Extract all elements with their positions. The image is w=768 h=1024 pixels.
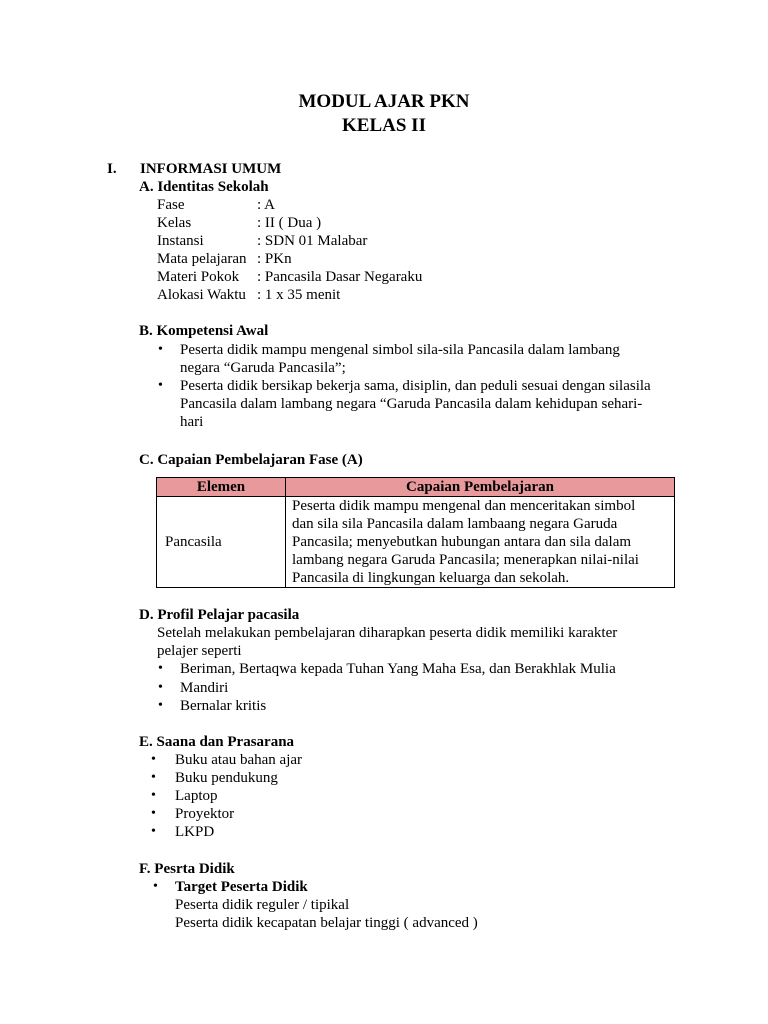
bullet-icon: •	[158, 378, 163, 393]
identitas-key: Fase	[157, 197, 185, 213]
peserta-heading: F. Pesrta Didik	[139, 861, 235, 877]
bullet-icon: •	[151, 806, 156, 821]
list-item: Bernalar kritis	[180, 698, 267, 714]
document-title: MODUL AJAR PKN	[298, 91, 470, 112]
list-item: Buku pendukung	[175, 770, 278, 786]
capaian-line: dan sila sila Pancasila dalam lambaang negara Garuda	[292, 516, 618, 532]
identitas-key: Alokasi Waktu	[157, 287, 246, 303]
identitas-key: Materi Pokok	[157, 269, 240, 285]
column-header-elemen: Elemen	[157, 478, 286, 497]
table-header-row	[157, 478, 675, 497]
table-cell-capaian	[286, 497, 675, 588]
identitas-key: Mata pelajaran	[157, 251, 247, 267]
list-item: Mandiri	[180, 680, 229, 696]
bullet-icon: •	[158, 680, 163, 695]
section-title: INFORMASI UMUM	[140, 161, 282, 177]
identitas-key: Kelas	[157, 215, 192, 231]
sarana-heading: E. Saana dan Prasarana	[139, 734, 295, 750]
list-item: Beriman, Bertaqwa kepada Tuhan Yang Maha Esa, dan Berakhlak Mulia	[180, 661, 616, 677]
list-item: Peserta didik mampu mengenal simbol sila-sila Pancasila dalam lambang	[180, 342, 620, 358]
bullet-icon: •	[158, 661, 163, 676]
identitas-heading: A. Identitas Sekolah	[139, 179, 269, 195]
table-row	[157, 497, 675, 588]
identitas-value: : II ( Dua )	[257, 215, 322, 231]
document-subtitle: KELAS II	[342, 115, 426, 136]
peserta-line: Peserta didik reguler / tipikal	[175, 897, 350, 913]
list-item-continuation: hari	[180, 414, 204, 430]
peserta-line: Peserta didik kecapatan belajar tinggi ( advanced )	[175, 915, 478, 931]
table-cell-elemen: Pancasila	[157, 497, 286, 588]
kompetensi-heading: B. Kompetensi Awal	[139, 323, 269, 339]
list-item: Laptop	[175, 788, 218, 804]
capaian-line: Pancasila; menyebutkan hubungan antara dan sila dalam	[292, 534, 632, 550]
list-item: Buku atau bahan ajar	[175, 752, 303, 768]
identitas-value: : 1 x 35 menit	[257, 287, 341, 303]
bullet-icon: •	[151, 824, 156, 839]
list-item-continuation: negara “Garuda Pancasila”;	[180, 360, 346, 376]
list-item: Proyektor	[175, 806, 235, 822]
capaian-line: Pancasila di lingkungan keluarga dan sekolah.	[292, 570, 570, 586]
identitas-value: : A	[257, 197, 275, 213]
profil-heading: D. Profil Pelajar pacasila	[139, 607, 300, 623]
bullet-icon: •	[151, 752, 156, 767]
list-item: LKPD	[175, 824, 215, 840]
column-header-capaian: Capaian Pembelajaran	[286, 478, 675, 497]
bullet-icon: •	[158, 698, 163, 713]
target-label: Target Peserta Didik	[175, 879, 308, 895]
identitas-value: : SDN 01 Malabar	[257, 233, 368, 249]
list-item-continuation: Pancasila dalam lambang negara “Garuda Pancasila dalam kehidupan sehari-	[180, 396, 643, 412]
identitas-value: : PKn	[257, 251, 292, 267]
list-item: Peserta didik bersikap bekerja sama, disiplin, dan peduli sesuai dengan silasila	[180, 378, 651, 394]
section-number: I.	[107, 161, 117, 177]
profil-intro: Setelah melakukan pembelajaran diharapkan peserta didik memiliki karakter	[157, 625, 618, 641]
capaian-line: Peserta didik mampu mengenal dan menceritakan simbol	[292, 498, 636, 514]
bullet-icon: •	[151, 770, 156, 785]
bullet-icon: •	[153, 879, 158, 894]
bullet-icon: •	[151, 788, 156, 803]
capaian-table	[156, 477, 675, 588]
capaian-heading: C. Capaian Pembelajaran Fase (A)	[139, 452, 363, 468]
bullet-icon: •	[158, 342, 163, 357]
profil-intro: pelajer seperti	[157, 643, 242, 659]
capaian-line: lambang negara Garuda Pancasila; menerapkan nilai-nilai	[292, 552, 639, 568]
identitas-key: Instansi	[157, 233, 204, 249]
identitas-value: : Pancasila Dasar Negaraku	[257, 269, 423, 285]
